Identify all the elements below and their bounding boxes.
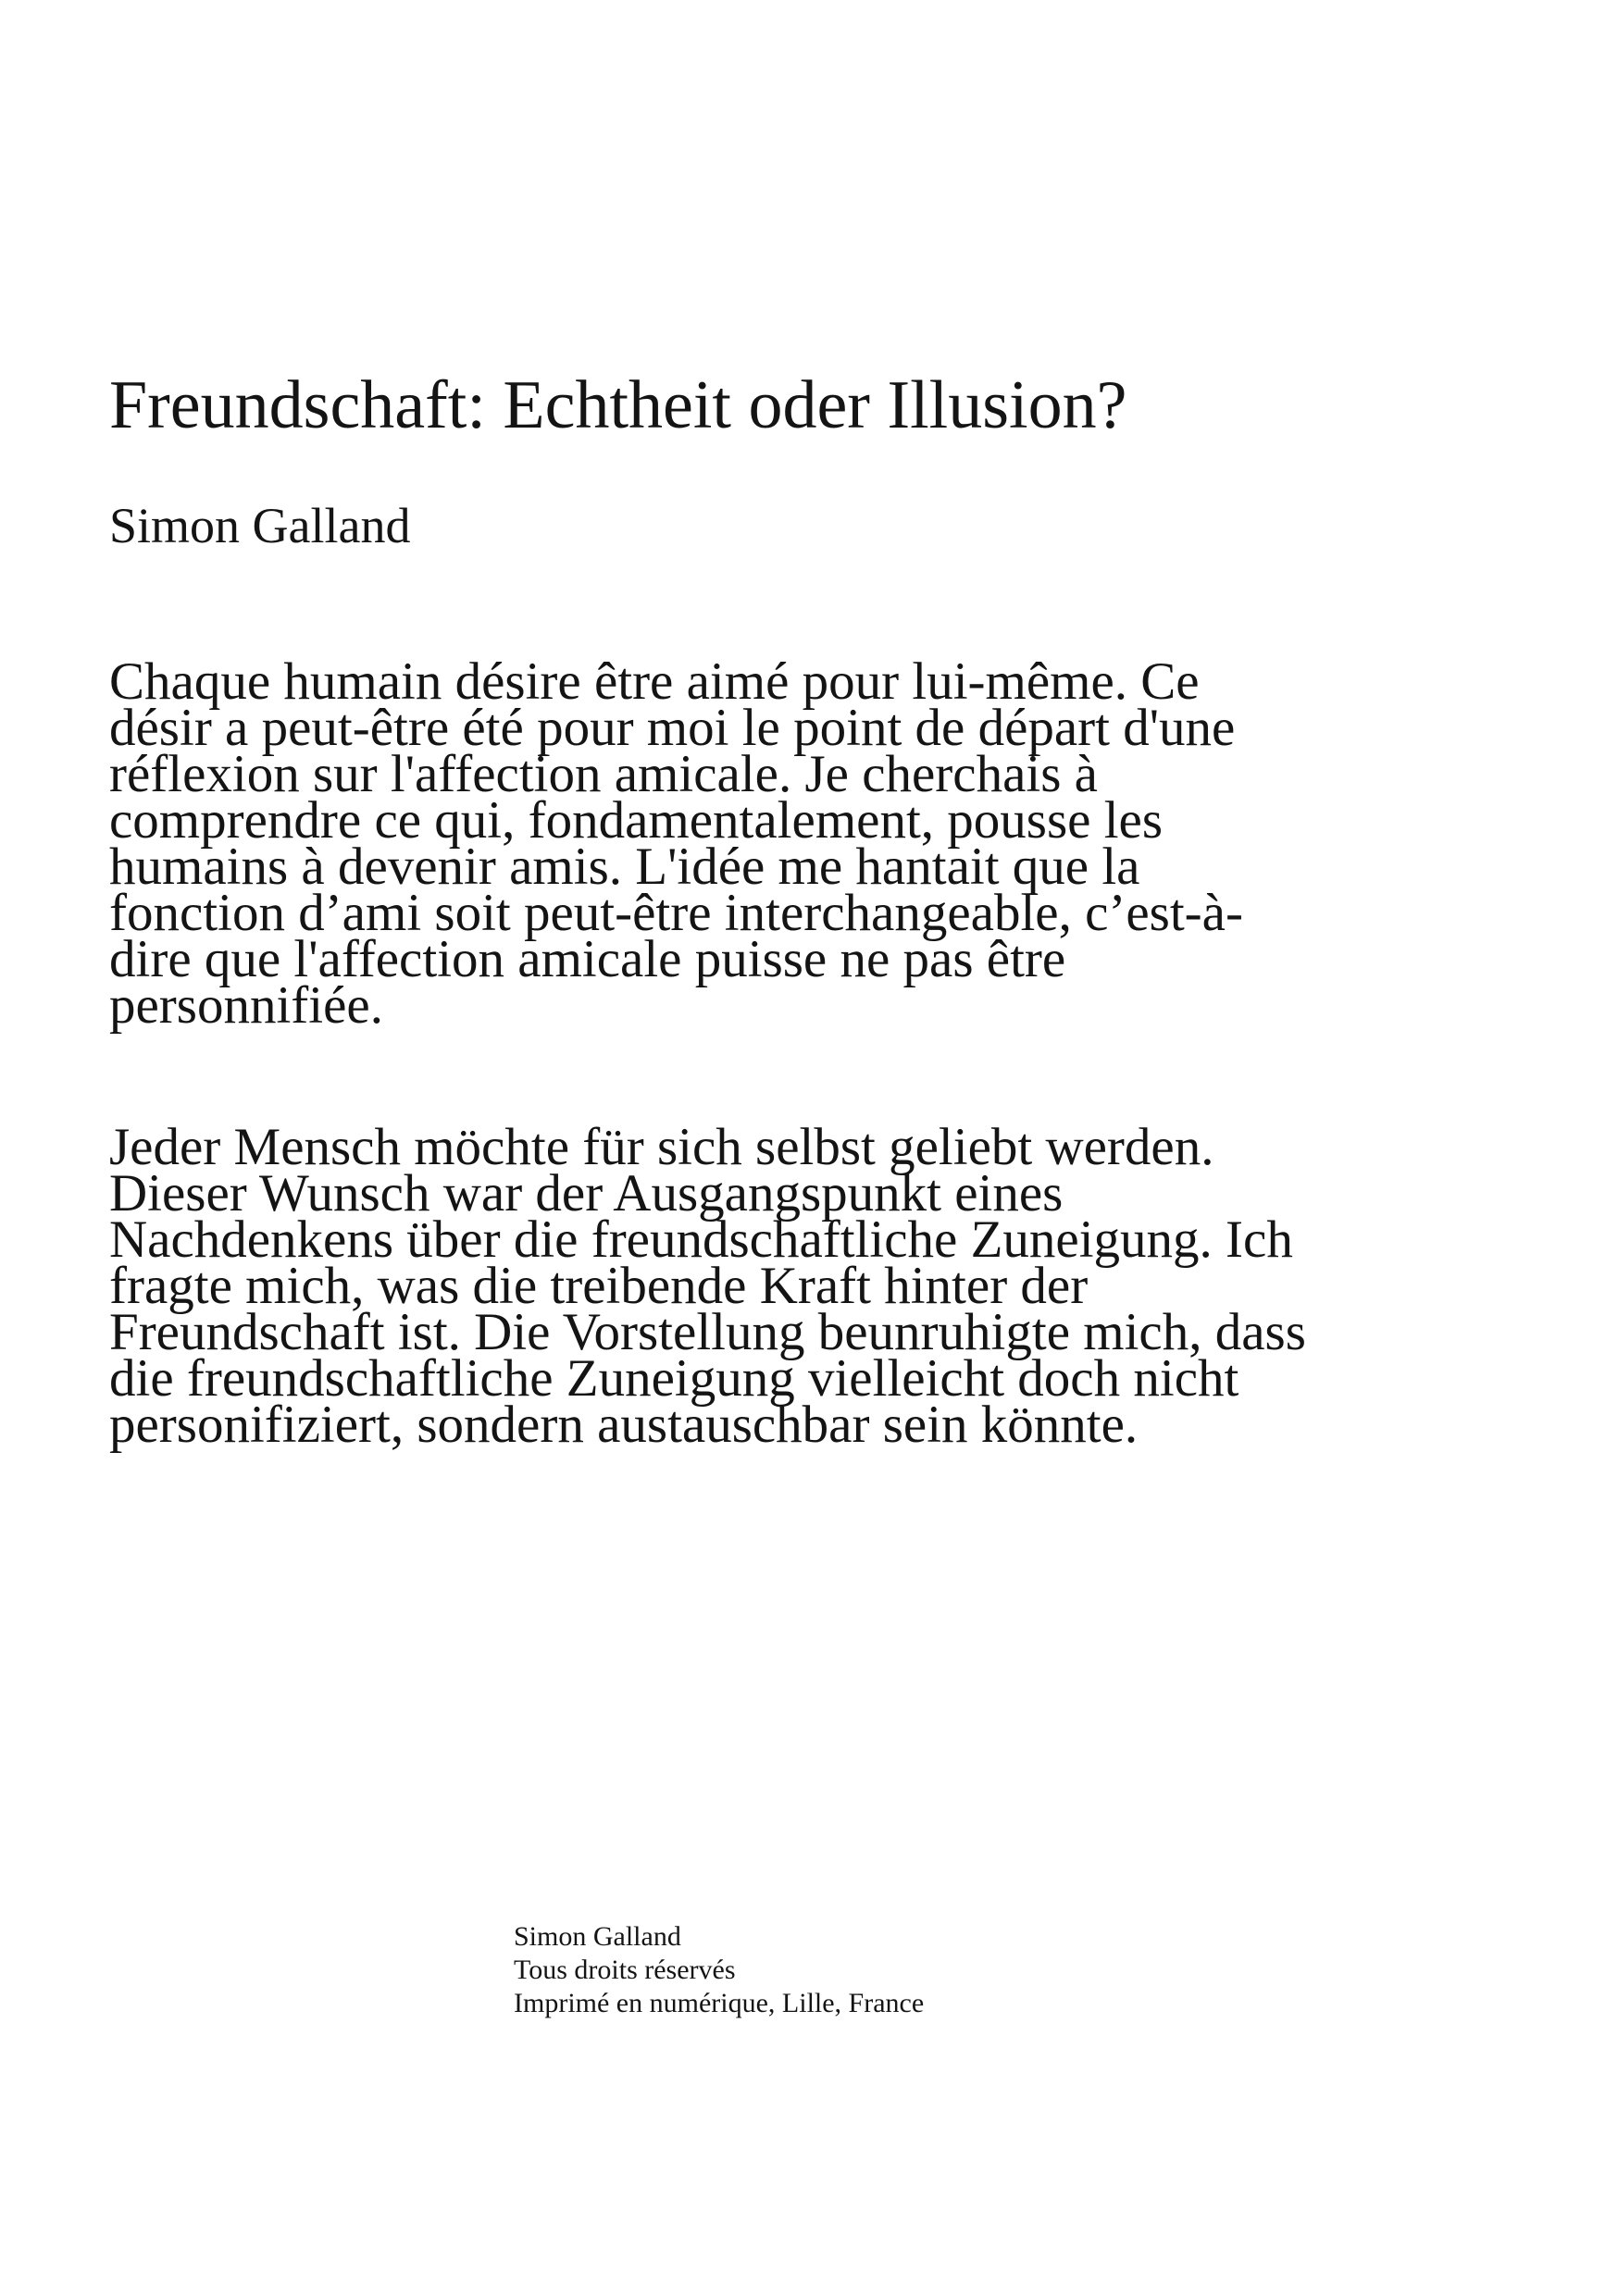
paragraph-german: Jeder Mensch möchte für sich selbst geliebt werden. Dieser Wunsch war der Ausgangspunkt eines Nachdenkens über die freundschaftliche Zuneigung. Ich fragte mich, was die treibende Kraft hinter der Freundschaft ist. Die Vorstellung beunruhigte mich, dass die freundschaftliche Zuneigung vielleicht doch nicht personifiziert, sondern austauschbar sein könnte. [109, 1118, 1306, 1454]
colophon-name: Simon Galland [514, 1921, 681, 1952]
document-author: Simon Galland [109, 498, 411, 553]
document-title: Freundschaft: Echtheit oder Illusion? [109, 367, 1127, 443]
colophon-rights: Tous droits réservés [514, 1955, 736, 1985]
colophon-printed: Imprimé en numérique, Lille, France [514, 1988, 925, 2018]
colophon [514, 1920, 924, 2020]
paragraph-french: Chaque humain désire être aimé pour lui-même. Ce désir a peut-être été pour moi le point de départ d'une réflexion sur l'affection amicale. Je cherchais à comprendre ce qui, fondamentalement, pousse les humains à devenir amis. L'idée me hantait que la fonction d’ami soit peut-être interchangeable, c’est-à-dire que l'affection amicale puisse ne pas être personnifiée. [109, 652, 1243, 1035]
